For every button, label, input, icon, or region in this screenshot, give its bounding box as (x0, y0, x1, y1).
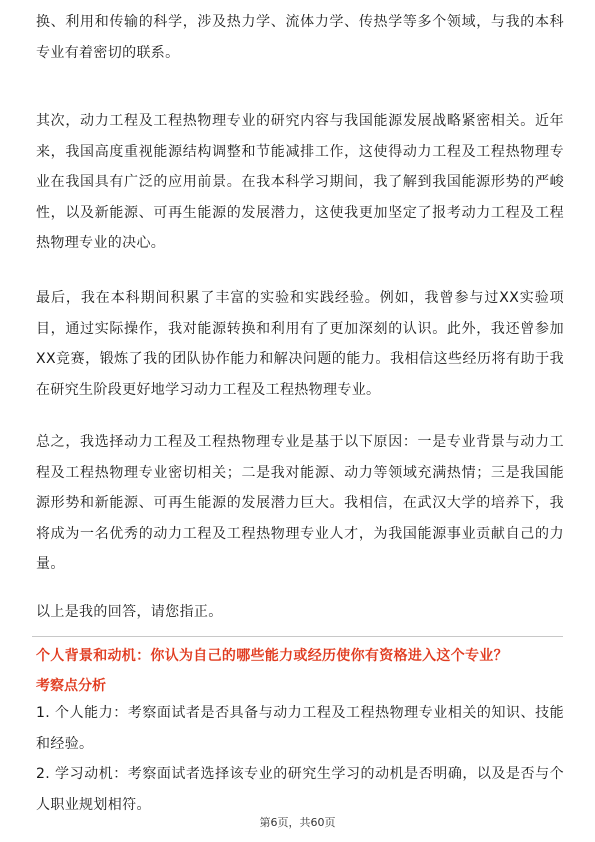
analysis-point: 1. 个人能力：考察面试者是否具备与动力工程及工程热物理专业相关的知识、技能和经验。 (36, 705, 564, 752)
body-paragraph: 换、利用和传输的科学，涉及热力学、流体力学、传热学等多个领域，与我的本科专业有着密切的联系。 (36, 14, 564, 61)
page-number: 第6页，共60页 (259, 816, 336, 829)
interview-question: 个人背景和动机：你认为自己的哪些能力或经历使你有资格进入这个专业？ (36, 648, 508, 664)
section-divider (32, 636, 563, 637)
closing-paragraph: 以上是我的回答，请您指正。 (36, 604, 223, 620)
body-paragraph: 总之，我选择动力工程及工程热物理专业是基于以下原因：一是专业背景与动力工程及工程热物理专业密切相关；二是我对能源、动力等领域充满热情；三是我国能源形势和新能源、可再生能源的发展潜力巨大。我相信，在武汉大学的培养下，我将成为一名优秀的动力工程及工程热物理专业人才，为我国能源事业贡献自己的力量。 (36, 434, 564, 572)
body-paragraph: 其次，动力工程及工程热物理专业的研究内容与我国能源发展战略紧密相关。近年来，我国高度重视能源结构调整和节能减排工作，这使得动力工程及工程热物理专业在我国具有广泛的应用前景。在我本科学习期间，我了解到我国能源形势的严峻性，以及新能源、可再生能源的发展潜力，这使我更加坚定了报考动力工程及工程热物理专业的决心。 (36, 113, 564, 251)
analysis-point: 2. 学习动机：考察面试者选择该专业的研究生学习的动机是否明确，以及是否与个人职业规划相符。 (36, 766, 564, 813)
analysis-heading: 考察点分析 (36, 678, 106, 694)
analysis-points-list (36, 698, 564, 820)
body-paragraph: 最后，我在本科期间积累了丰富的实验和实践经验。例如，我曾参与过XX实验项目，通过实际操作，我对能源转换和利用有了更加深刻的认识。此外，我还曾参加XX竞赛，锻炼了我的团队协作能力和解决问题的能力。我相信这些经历将有助于我在研究生阶段更好地学习动力工程及工程热物理专业。 (36, 290, 564, 398)
